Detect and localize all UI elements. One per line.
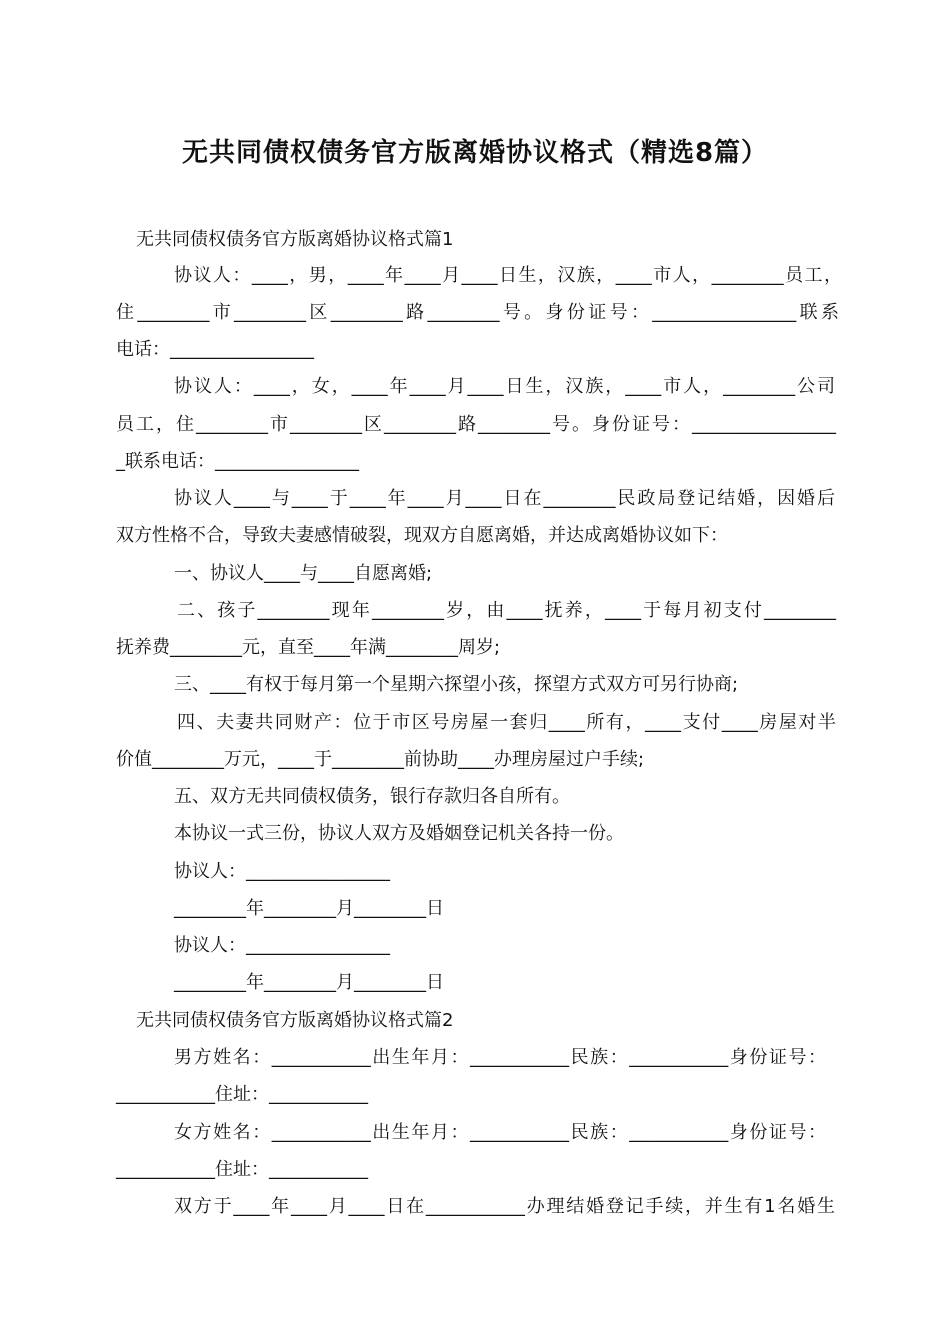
clause-2: 二、孩子________现年________岁，由____抚养，____于每月初支付________ xyxy=(177,600,836,621)
date-line-1: ________年________月________日 xyxy=(174,898,444,919)
paragraph-line: _联系电话：________________ xyxy=(116,451,359,472)
paragraph-line: 协议人：____，男，____年____月____日生，汉族，____市人，________员工， xyxy=(174,265,842,286)
paragraph-line: 抚养费________元，直至____年满________周岁; xyxy=(116,637,501,658)
clause-4: 四、夫妻共同财产：位于市区号房屋一套归____所有，____支付____房屋对半 xyxy=(177,712,836,733)
paragraph-line: 男方姓名：___________出生年月：___________民族：___________身份证号： xyxy=(174,1047,826,1068)
signature-line-2: 协议人：________________ xyxy=(174,935,390,956)
paragraph-line: 员工，住________市________区________路________号。身份证号：________________ xyxy=(116,414,836,435)
section-heading-1: 无共同债权债务官方版离婚协议格式篇1 xyxy=(136,229,454,250)
signature-line-1: 协议人：________________ xyxy=(174,861,390,882)
paragraph-line: 住________市________区________路________号。身份证号：________________联系 xyxy=(116,302,839,323)
paragraph-line: 双方于____年____月____日在___________办理结婚登记手续，并生有1名婚生 xyxy=(174,1196,835,1217)
paragraph-line: 价值________万元，____于________前协助____办理房屋过户手续; xyxy=(116,749,645,770)
paragraph-line: 双方性格不合，导致夫妻感情破裂，现双方自愿离婚，并达成离婚协议如下： xyxy=(116,525,728,546)
clause-3: 三、____有权于每月第一个星期六探望小孩，探望方式双方可另行协商; xyxy=(174,674,739,695)
clause-5: 五、双方无共同债权债务，银行存款归各自所有。 xyxy=(174,786,570,807)
document-title: 无共同债权债务官方版离婚协议格式（精选8篇） xyxy=(181,138,769,168)
paragraph-line: ___________住址：___________ xyxy=(116,1159,368,1180)
clause-1: 一、协议人____与____自愿离婚; xyxy=(174,563,433,584)
paragraph-line: ___________住址：___________ xyxy=(116,1084,368,1105)
agreement-copies: 本协议一式三份，协议人双方及婚姻登记机关各持一份。 xyxy=(174,823,624,844)
paragraph-line: 协议人____与____于____年____月____日在________民政局登记结婚，因婚后 xyxy=(174,488,835,509)
date-line-2: ________年________月________日 xyxy=(174,972,444,993)
section-heading-2: 无共同债权债务官方版离婚协议格式篇2 xyxy=(136,1010,454,1031)
paragraph-line: 协议人：____，女，____年____月____日生，汉族，____市人，________公司 xyxy=(174,376,835,397)
paragraph-line: 电话：________________ xyxy=(116,339,314,360)
paragraph-line: 女方姓名：___________出生年月：___________民族：___________身份证号： xyxy=(174,1122,826,1143)
